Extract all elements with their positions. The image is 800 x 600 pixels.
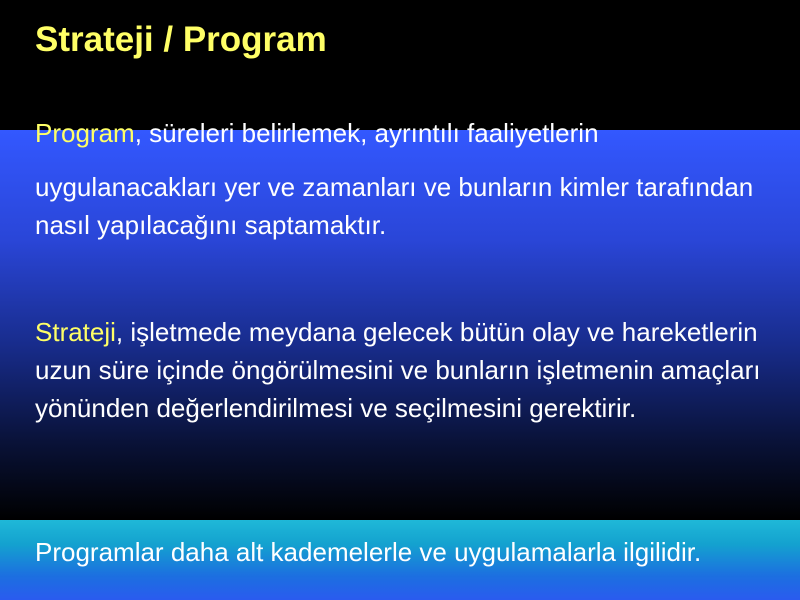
program-paragraph-first-line [35,114,775,152]
slide-title: Strateji / Program [35,20,327,59]
program-paragraph-line1-text: , süreleri belirlemek, ayrıntılı faaliyetlerin [134,118,599,148]
program-paragraph-continuation: uygulanacakları yer ve zamanları ve bunların kimler tarafından nasıl yapılacağını saptamaktır. [35,172,754,240]
program-keyword: Program [35,118,135,148]
footer-text: Programlar daha alt kademelerle ve uygulamalarla ilgilidir. [35,537,702,567]
strateji-paragraph-text: , işletmede meydana gelecek bütün olay ve hareketlerin uzun süre içinde öngörülmesini ve bunların işletmenin amaçları yönünden değerlendirilmesi ve seçilmesini gerektirir. [35,317,761,423]
strateji-keyword: Strateji [35,317,116,347]
strateji-paragraph [35,313,775,427]
title-band [0,0,800,130]
footer-band [0,520,800,600]
